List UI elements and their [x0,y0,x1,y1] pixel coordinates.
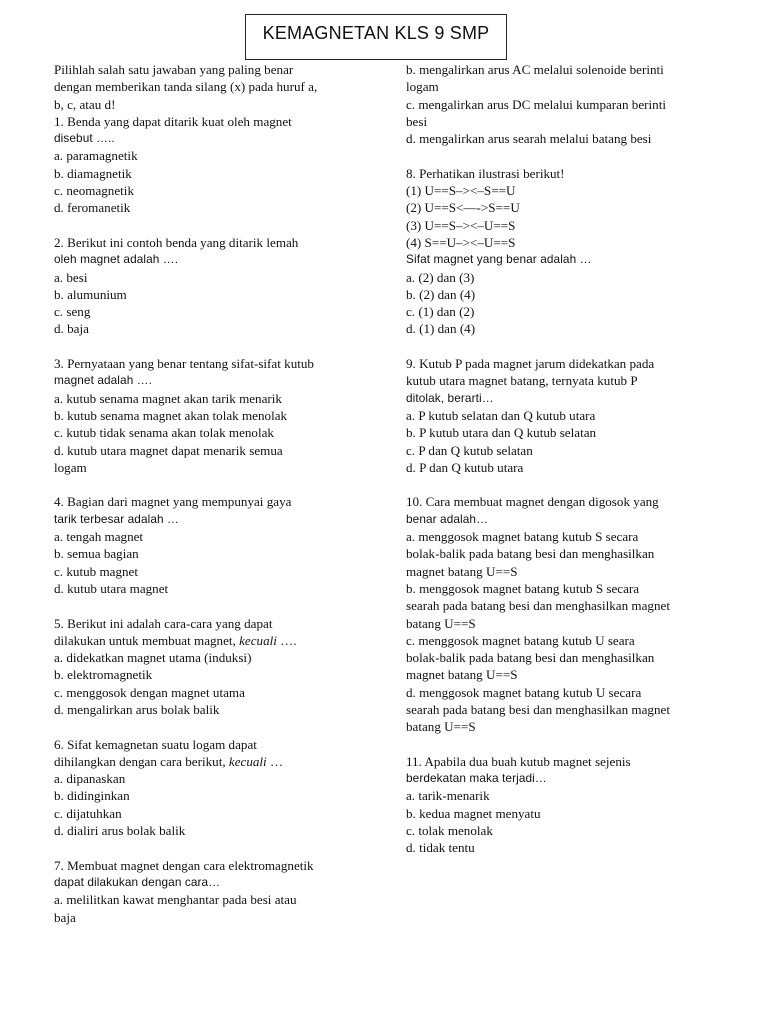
page-title: KEMAGNETAN KLS 9 SMP [262,22,490,43]
question-7-continued [406,61,720,147]
question-4 [54,493,368,597]
question-11 [406,753,720,857]
question-stem: dapat dilakukan dengan cara… [54,874,221,889]
question-7 [54,857,368,926]
question-stem: ditolak, berarti… [406,390,494,405]
option-c: c. mengalirkan arus DC melalui kumparan berinti [406,96,666,112]
stem-emphasis: kecuali [239,632,277,648]
question-stem [54,632,368,649]
option-c: c. neomagnetik [54,183,134,199]
question-stem: kutub utara magnet batang, ternyata kutub P [406,373,638,389]
option-d-continued: searah pada batang besi dan menghasilkan magnet [406,701,670,717]
option-b: b. P kutub utara dan Q kutub selatan [406,425,597,441]
instruction-line: Pilihlah salah satu jawaban yang paling benar [54,62,294,77]
question-stem: 4. Bagian dari magnet yang mempunyai gaya [54,494,292,510]
question-stem: 2. Berikut ini contoh benda yang ditarik lemah [54,234,299,250]
question-stem: 3. Pernyataan yang benar tentang sifat-sifat kutub [54,356,314,372]
option-b-continued: searah pada batang besi dan menghasilkan magnet [406,598,670,614]
option-b: b. menggosok magnet batang kutub S secara [406,580,640,596]
option-c: c. (1) dan (2) [406,304,475,320]
option-b: b. alumunium [54,286,127,302]
question-2 [54,234,368,338]
illustration-line: (2) U==S<—->S==U [406,200,520,216]
option-a: a. melilitkan kawat menghantar pada besi atau [54,892,297,908]
question-8 [406,165,720,338]
option-b: b. diamagnetik [54,165,132,181]
question-stem [54,753,368,770]
option-a-continued: bolak-balik pada batang besi dan menghasilkan [406,546,655,562]
instruction-line: b, c, atau d! [54,96,116,112]
option-b: b. (2) dan (4) [406,286,476,302]
question-stem: benar adalah… [406,511,488,526]
question-stem: magnet adalah …. [54,373,153,388]
option-a: a. dipanaskan [54,771,126,787]
option-a: a. kutub senama magnet akan tarik menarik [54,390,282,406]
title-box [245,14,507,60]
option-c: c. tolak menolak [406,823,493,839]
option-a: a. (2) dan (3) [406,269,475,285]
option-c: c. menggosok dengan magnet utama [54,684,245,700]
option-b: b. didinginkan [54,788,130,804]
option-a: a. tengah magnet [54,529,144,545]
option-c-continued: besi [406,113,428,129]
illustration-line: (1) U==S–><–S==U [406,183,516,199]
option-c: c. kutub magnet [54,563,138,579]
question-stem: 8. Perhatikan ilustrasi berikut! [406,165,565,181]
question-prompt: Sifat magnet yang benar adalah … [406,252,592,267]
option-a-continued: magnet batang U==S [406,563,518,579]
option-d: d. tidak tentu [406,840,475,856]
option-a: a. besi [54,269,88,285]
option-a: a. P kutub selatan dan Q kutub utara [406,407,596,423]
option-a-continued: baja [54,909,76,925]
instruction-line: dengan memberikan tanda silang (x) pada huruf a, [54,79,318,95]
stem-text: dihilangkan dengan cara berikut, [54,753,229,769]
option-c: c. P dan Q kutub selatan [406,442,533,458]
option-c-continued: bolak-balik pada batang besi dan menghasilkan [406,650,655,666]
option-b: b. elektromagnetik [54,667,153,683]
option-d-continued: batang U==S [406,719,476,735]
question-9 [406,355,720,476]
option-b: b. mengalirkan arus AC melalui solenoide berinti [406,62,664,77]
option-c: c. dijatuhkan [54,805,122,821]
option-d: d. P dan Q kutub utara [406,459,524,475]
option-d: d. mengalirkan arus searah melalui batang besi [406,131,652,147]
question-stem: 1. Benda yang dapat ditarik kuat oleh magnet [54,113,292,129]
question-stem: 10. Cara membuat magnet dengan digosok yang [406,494,659,510]
right-column [406,61,720,857]
question-1 [54,113,368,217]
question-stem: 9. Kutub P pada magnet jarum didekatkan pada [406,356,655,372]
stem-ellipsis: …. [276,632,297,648]
option-b-continued: batang U==S [406,615,476,631]
option-d: d. feromanetik [54,200,131,216]
option-a: a. didekatkan magnet utama (induksi) [54,650,252,666]
question-stem: tarik terbesar adalah … [54,511,179,526]
option-d-continued: logam [54,459,87,475]
option-d: d. dialiri arus bolak balik [54,823,186,839]
option-c: c. menggosok magnet batang kutub U seara [406,632,635,648]
option-d: d. mengalirkan arus bolak balik [54,701,220,717]
option-c: c. kutub tidak senama akan tolak menolak [54,425,274,441]
option-b: b. kedua magnet menyatu [406,805,541,821]
option-d: d. (1) dan (4) [406,321,476,337]
question-stem: disebut ….. [54,131,115,146]
question-stem: oleh magnet adalah …. [54,252,179,267]
stem-text: dilakukan untuk membuat magnet, [54,632,240,648]
option-a: a. paramagnetik [54,148,138,164]
left-column [54,61,368,926]
instruction [54,61,368,113]
option-d: d. kutub utara magnet [54,580,169,596]
question-stem: 5. Berikut ini adalah cara-cara yang dapat [54,615,273,631]
option-a: a. menggosok magnet batang kutub S secara [406,529,639,545]
option-b: b. semua bagian [54,546,139,562]
stem-emphasis: kecuali [228,753,267,769]
option-c-continued: magnet batang U==S [406,667,518,683]
question-stem: 6. Sifat kemagnetan suatu logam dapat [54,736,257,752]
question-6 [54,736,368,840]
option-a: a. tarik-menarik [406,788,490,804]
option-d: d. menggosok magnet batang kutub U secara [406,684,642,700]
option-b-continued: logam [406,79,439,95]
question-stem: 11. Apabila dua buah kutub magnet sejenis [406,753,631,769]
option-c: c. seng [54,304,91,320]
illustration-line: (3) U==S–><–U==S [406,217,516,233]
question-stem: berdekatan maka terjadi… [406,771,547,786]
stem-ellipsis: … [266,753,284,769]
option-d: d. baja [54,321,89,337]
option-b: b. kutub senama magnet akan tolak menolak [54,407,288,423]
option-d: d. kutub utara magnet dapat menarik semua [54,442,283,458]
question-5 [54,615,368,719]
question-10 [406,493,720,735]
question-stem: 7. Membuat magnet dengan cara elektromagnetik [54,857,314,873]
illustration-line: (4) S==U–><–U==S [406,234,516,250]
question-3 [54,355,368,476]
